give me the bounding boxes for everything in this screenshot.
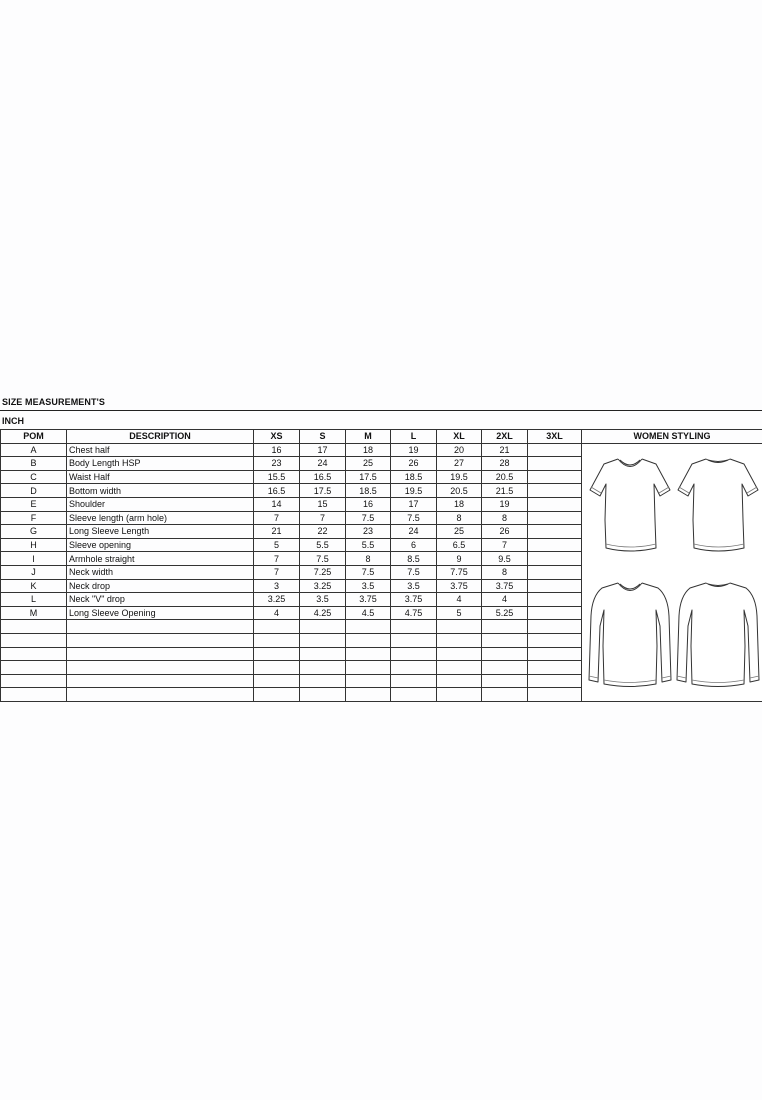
value-cell: 3.75 bbox=[391, 593, 437, 607]
value-cell: 6.5 bbox=[437, 538, 482, 552]
value-cell: 19 bbox=[391, 443, 437, 457]
pom-cell: I bbox=[1, 552, 67, 566]
header-women-styling: WOMEN STYLING bbox=[582, 430, 762, 444]
value-cell bbox=[437, 674, 482, 688]
value-cell bbox=[437, 647, 482, 661]
value-cell: 19.5 bbox=[437, 470, 482, 484]
unit-rule bbox=[0, 410, 762, 411]
value-cell bbox=[528, 647, 582, 661]
value-cell: 3.75 bbox=[482, 579, 528, 593]
value-cell bbox=[528, 688, 582, 702]
value-cell bbox=[391, 661, 437, 675]
value-cell: 5 bbox=[437, 606, 482, 620]
value-cell: 17.5 bbox=[300, 484, 346, 498]
women-styling-cell bbox=[582, 443, 762, 701]
value-cell bbox=[254, 688, 300, 702]
header-xs: XS bbox=[254, 430, 300, 444]
value-cell: 8 bbox=[482, 511, 528, 525]
value-cell: 18 bbox=[346, 443, 391, 457]
header-2xl: 2XL bbox=[482, 430, 528, 444]
table-body bbox=[1, 443, 762, 701]
value-cell: 7 bbox=[482, 538, 528, 552]
value-cell: 8 bbox=[482, 565, 528, 579]
header-xl: XL bbox=[437, 430, 482, 444]
value-cell: 8 bbox=[346, 552, 391, 566]
pom-cell: K bbox=[1, 579, 67, 593]
table-row bbox=[1, 443, 762, 457]
value-cell: 17.5 bbox=[346, 470, 391, 484]
pom-cell: A bbox=[1, 443, 67, 457]
value-cell bbox=[300, 674, 346, 688]
value-cell: 16 bbox=[346, 497, 391, 511]
value-cell: 7 bbox=[300, 511, 346, 525]
value-cell: 14 bbox=[254, 497, 300, 511]
value-cell bbox=[528, 620, 582, 634]
pom-cell bbox=[1, 647, 67, 661]
value-cell: 3 bbox=[254, 579, 300, 593]
value-cell bbox=[482, 688, 528, 702]
value-cell: 4.25 bbox=[300, 606, 346, 620]
value-cell bbox=[346, 688, 391, 702]
pom-cell: E bbox=[1, 497, 67, 511]
value-cell: 21 bbox=[482, 443, 528, 457]
pom-cell bbox=[1, 688, 67, 702]
value-cell: 24 bbox=[300, 457, 346, 471]
value-cell: 6 bbox=[391, 538, 437, 552]
value-cell bbox=[528, 593, 582, 607]
pom-cell bbox=[1, 620, 67, 634]
value-cell: 7.25 bbox=[300, 565, 346, 579]
value-cell bbox=[482, 661, 528, 675]
value-cell bbox=[528, 661, 582, 675]
value-cell: 26 bbox=[391, 457, 437, 471]
value-cell: 4.5 bbox=[346, 606, 391, 620]
value-cell bbox=[254, 661, 300, 675]
description-cell: Neck width bbox=[67, 565, 254, 579]
value-cell: 25 bbox=[437, 525, 482, 539]
header-row bbox=[1, 430, 762, 444]
description-cell: Waist Half bbox=[67, 470, 254, 484]
value-cell: 4 bbox=[437, 593, 482, 607]
value-cell bbox=[391, 620, 437, 634]
header-m: M bbox=[346, 430, 391, 444]
description-cell: Long Sleeve Length bbox=[67, 525, 254, 539]
description-cell: Body Length HSP bbox=[67, 457, 254, 471]
pom-cell bbox=[1, 661, 67, 675]
pom-cell: D bbox=[1, 484, 67, 498]
value-cell bbox=[528, 525, 582, 539]
value-cell bbox=[528, 484, 582, 498]
value-cell: 7.5 bbox=[346, 565, 391, 579]
value-cell bbox=[300, 647, 346, 661]
description-cell: Chest half bbox=[67, 443, 254, 457]
pom-cell: J bbox=[1, 565, 67, 579]
value-cell bbox=[528, 443, 582, 457]
description-cell bbox=[67, 674, 254, 688]
value-cell: 26 bbox=[482, 525, 528, 539]
value-cell bbox=[528, 497, 582, 511]
value-cell: 7.5 bbox=[300, 552, 346, 566]
value-cell bbox=[437, 661, 482, 675]
pom-cell bbox=[1, 633, 67, 647]
value-cell bbox=[346, 647, 391, 661]
value-cell: 7 bbox=[254, 565, 300, 579]
value-cell: 9.5 bbox=[482, 552, 528, 566]
value-cell: 5 bbox=[254, 538, 300, 552]
value-cell: 8.5 bbox=[391, 552, 437, 566]
header-l: L bbox=[391, 430, 437, 444]
short-sleeve-tee-front-icon bbox=[586, 449, 674, 569]
pom-cell: C bbox=[1, 470, 67, 484]
description-cell: Neck drop bbox=[67, 579, 254, 593]
long-sleeve-tee-back-icon bbox=[674, 575, 762, 695]
value-cell bbox=[346, 633, 391, 647]
value-cell: 18.5 bbox=[391, 470, 437, 484]
value-cell bbox=[437, 688, 482, 702]
value-cell: 18 bbox=[437, 497, 482, 511]
value-cell: 7 bbox=[254, 511, 300, 525]
header-description: DESCRIPTION bbox=[67, 430, 254, 444]
value-cell bbox=[528, 633, 582, 647]
header-s: S bbox=[300, 430, 346, 444]
value-cell: 16.5 bbox=[300, 470, 346, 484]
value-cell: 23 bbox=[346, 525, 391, 539]
value-cell bbox=[391, 647, 437, 661]
value-cell bbox=[346, 620, 391, 634]
value-cell: 20.5 bbox=[437, 484, 482, 498]
value-cell: 28 bbox=[482, 457, 528, 471]
value-cell bbox=[391, 688, 437, 702]
pom-cell: G bbox=[1, 525, 67, 539]
value-cell: 3.75 bbox=[437, 579, 482, 593]
value-cell bbox=[528, 579, 582, 593]
value-cell bbox=[437, 620, 482, 634]
value-cell: 7.5 bbox=[391, 511, 437, 525]
value-cell: 3.75 bbox=[346, 593, 391, 607]
header-pom: POM bbox=[1, 430, 67, 444]
pom-cell bbox=[1, 674, 67, 688]
value-cell: 3.5 bbox=[346, 579, 391, 593]
value-cell: 3.25 bbox=[300, 579, 346, 593]
description-cell: Bottom width bbox=[67, 484, 254, 498]
value-cell bbox=[300, 620, 346, 634]
description-cell bbox=[67, 620, 254, 634]
value-cell bbox=[254, 620, 300, 634]
value-cell bbox=[482, 633, 528, 647]
value-cell: 20 bbox=[437, 443, 482, 457]
value-cell: 7.5 bbox=[391, 565, 437, 579]
value-cell bbox=[254, 647, 300, 661]
value-cell bbox=[482, 647, 528, 661]
value-cell: 19 bbox=[482, 497, 528, 511]
unit-label: INCH bbox=[2, 416, 24, 426]
value-cell: 15.5 bbox=[254, 470, 300, 484]
value-cell bbox=[528, 606, 582, 620]
value-cell: 20.5 bbox=[482, 470, 528, 484]
description-cell bbox=[67, 647, 254, 661]
value-cell bbox=[254, 633, 300, 647]
value-cell bbox=[346, 674, 391, 688]
value-cell: 21 bbox=[254, 525, 300, 539]
value-cell bbox=[528, 674, 582, 688]
value-cell bbox=[300, 633, 346, 647]
value-cell bbox=[300, 661, 346, 675]
value-cell bbox=[254, 674, 300, 688]
pom-cell: L bbox=[1, 593, 67, 607]
value-cell bbox=[528, 470, 582, 484]
description-cell: Sleeve opening bbox=[67, 538, 254, 552]
value-cell: 21.5 bbox=[482, 484, 528, 498]
value-cell: 7.5 bbox=[346, 511, 391, 525]
value-cell: 19.5 bbox=[391, 484, 437, 498]
value-cell bbox=[528, 538, 582, 552]
description-cell bbox=[67, 633, 254, 647]
value-cell bbox=[528, 457, 582, 471]
value-cell bbox=[391, 674, 437, 688]
description-cell: Neck "V" drop bbox=[67, 593, 254, 607]
long-sleeve-tee-front-icon bbox=[586, 575, 674, 695]
value-cell: 23 bbox=[254, 457, 300, 471]
pom-cell: F bbox=[1, 511, 67, 525]
pom-cell: H bbox=[1, 538, 67, 552]
description-cell bbox=[67, 661, 254, 675]
value-cell: 5.5 bbox=[300, 538, 346, 552]
value-cell: 7 bbox=[254, 552, 300, 566]
value-cell bbox=[300, 688, 346, 702]
value-cell bbox=[528, 511, 582, 525]
description-cell: Armhole straight bbox=[67, 552, 254, 566]
value-cell: 4 bbox=[482, 593, 528, 607]
value-cell: 16.5 bbox=[254, 484, 300, 498]
value-cell: 17 bbox=[300, 443, 346, 457]
value-cell bbox=[528, 552, 582, 566]
value-cell: 18.5 bbox=[346, 484, 391, 498]
value-cell: 3.5 bbox=[300, 593, 346, 607]
value-cell: 4 bbox=[254, 606, 300, 620]
description-cell: Sleeve length (arm hole) bbox=[67, 511, 254, 525]
description-cell bbox=[67, 688, 254, 702]
value-cell: 25 bbox=[346, 457, 391, 471]
value-cell: 4.75 bbox=[391, 606, 437, 620]
value-cell: 9 bbox=[437, 552, 482, 566]
value-cell: 24 bbox=[391, 525, 437, 539]
value-cell: 3.5 bbox=[391, 579, 437, 593]
short-sleeve-tee-back-icon bbox=[674, 449, 762, 569]
value-cell: 16 bbox=[254, 443, 300, 457]
value-cell bbox=[482, 620, 528, 634]
value-cell: 7.75 bbox=[437, 565, 482, 579]
sheet-title: SIZE MEASUREMENT'S bbox=[2, 397, 105, 407]
value-cell: 5.5 bbox=[346, 538, 391, 552]
value-cell: 17 bbox=[391, 497, 437, 511]
value-cell: 15 bbox=[300, 497, 346, 511]
value-cell bbox=[482, 674, 528, 688]
value-cell bbox=[391, 633, 437, 647]
value-cell bbox=[346, 661, 391, 675]
value-cell: 27 bbox=[437, 457, 482, 471]
value-cell: 22 bbox=[300, 525, 346, 539]
header-3xl: 3XL bbox=[528, 430, 582, 444]
value-cell: 5.25 bbox=[482, 606, 528, 620]
value-cell bbox=[437, 633, 482, 647]
value-cell: 8 bbox=[437, 511, 482, 525]
description-cell: Shoulder bbox=[67, 497, 254, 511]
size-measurement-table bbox=[0, 429, 762, 702]
pom-cell: M bbox=[1, 606, 67, 620]
pom-cell: B bbox=[1, 457, 67, 471]
description-cell: Long Sleeve Opening bbox=[67, 606, 254, 620]
value-cell: 3.25 bbox=[254, 593, 300, 607]
styling-sketches bbox=[582, 447, 762, 697]
value-cell bbox=[528, 565, 582, 579]
